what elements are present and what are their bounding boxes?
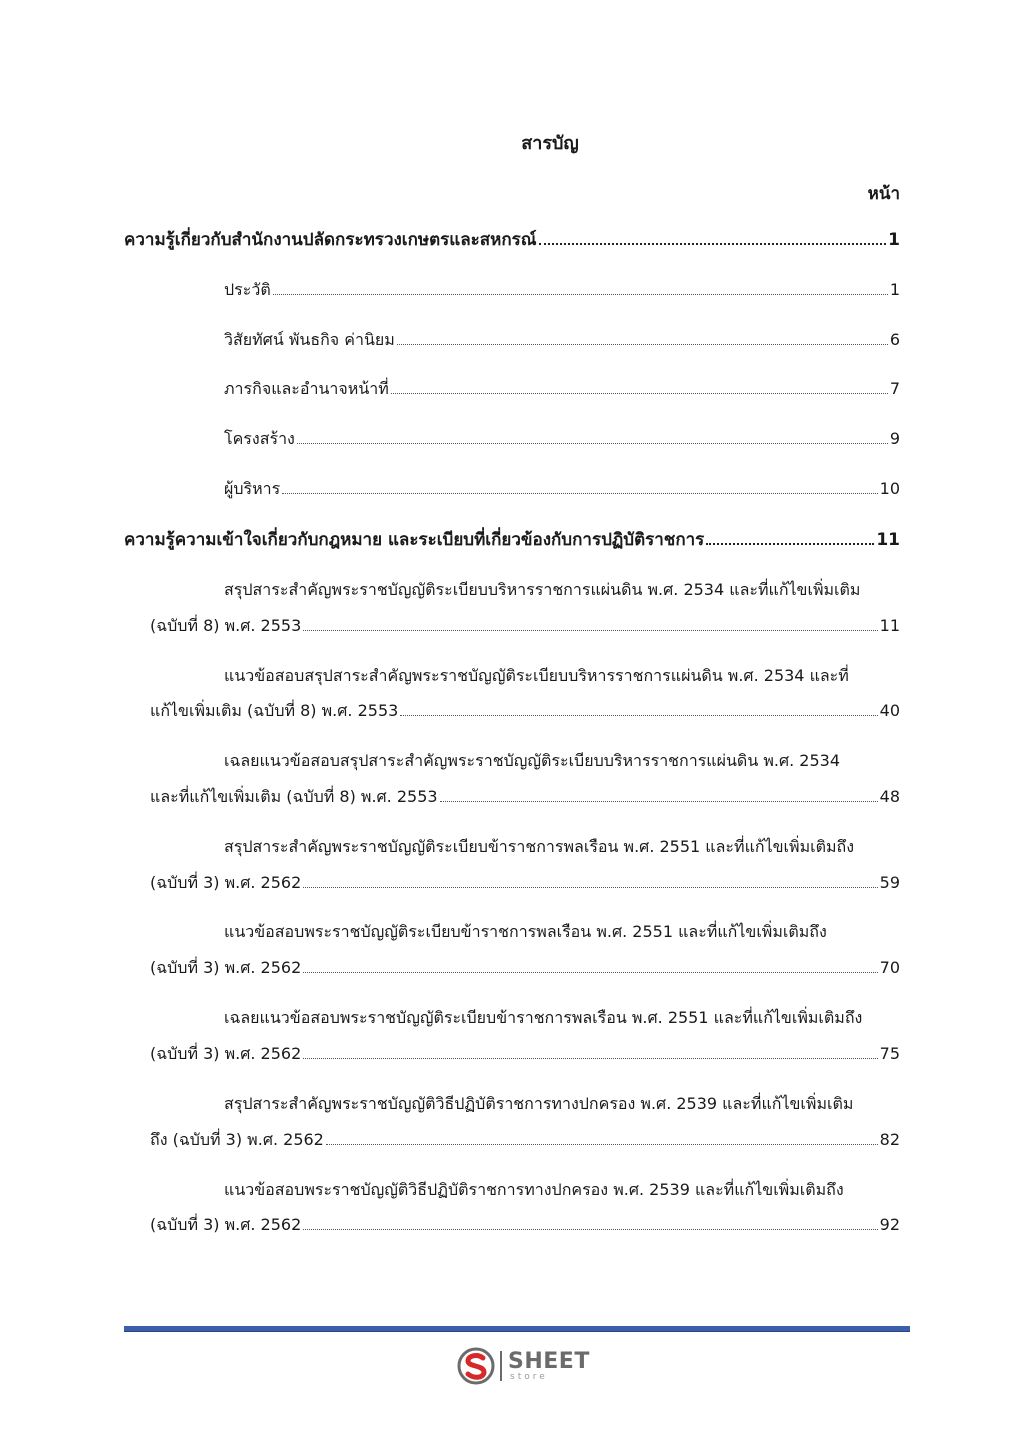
page-title: สารบัญ bbox=[521, 133, 579, 154]
toc-entry[interactable] bbox=[224, 479, 900, 499]
toc-entry-title: วิสัยทัศน์ พันธกิจ ค่านิยม bbox=[224, 330, 395, 349]
dot-leader bbox=[303, 1057, 877, 1059]
toc-page-number: 70 bbox=[879, 958, 900, 977]
dot-leader bbox=[397, 343, 888, 345]
toc-entry[interactable] bbox=[150, 787, 900, 807]
toc-entry[interactable] bbox=[224, 429, 900, 449]
toc-page-number: 10 bbox=[879, 479, 900, 498]
toc-page-number: 6 bbox=[889, 330, 900, 349]
dot-leader bbox=[706, 542, 874, 545]
toc-entry-line1[interactable]: แนวข้อสอบพระราชบัญญัติวิธีปฏิบัติราชการทางปกครอง พ.ศ. 2539 และที่แก้ไขเพิ่มเติมถึง bbox=[224, 1180, 844, 1199]
toc-entry-line2: (ฉบับที่ 3) พ.ศ. 2562 bbox=[150, 1215, 302, 1234]
toc-section-heading[interactable] bbox=[124, 530, 900, 550]
dot-leader bbox=[303, 629, 877, 631]
toc-entry-line1[interactable]: แนวข้อสอบพระราชบัญญัติระเบียบข้าราชการพลเรือน พ.ศ. 2551 และที่แก้ไขเพิ่มเติมถึง bbox=[224, 922, 827, 941]
logo-text bbox=[508, 1348, 590, 1382]
toc-entry-line1[interactable]: เฉลยแนวข้อสอบพระราชบัญญัติระเบียบข้าราชการพลเรือน พ.ศ. 2551 และที่แก้ไขเพิ่มเติมถึง bbox=[224, 1008, 863, 1027]
toc-entry-line2: (ฉบับที่ 3) พ.ศ. 2562 bbox=[150, 873, 302, 892]
toc-entry-line1[interactable]: สรุปสาระสำคัญพระราชบัญญัติระเบียบข้าราชการพลเรือน พ.ศ. 2551 และที่แก้ไขเพิ่มเติมถึง bbox=[224, 837, 855, 856]
toc-page-number: 7 bbox=[889, 379, 900, 398]
dot-leader bbox=[297, 442, 888, 444]
toc-page-number: 75 bbox=[879, 1044, 900, 1063]
toc-entry[interactable] bbox=[150, 1130, 900, 1150]
toc-entry[interactable] bbox=[150, 616, 900, 636]
toc-page-number: 92 bbox=[879, 1215, 900, 1234]
logo-word: SHEET bbox=[508, 1348, 590, 1374]
toc-page-number: 11 bbox=[876, 530, 900, 550]
toc-entry[interactable] bbox=[150, 1215, 900, 1235]
toc-entry-line2: แก้ไขเพิ่มเติม (ฉบับที่ 8) พ.ศ. 2553 bbox=[150, 701, 399, 720]
toc-entry-line1[interactable]: สรุปสาระสำคัญพระราชบัญญัติวิธีปฏิบัติราชการทางปกครอง พ.ศ. 2539 และที่แก้ไขเพิ่มเติม bbox=[224, 1094, 854, 1113]
toc-section-heading[interactable] bbox=[124, 230, 900, 250]
toc-page-number: 48 bbox=[879, 787, 900, 806]
toc-entry[interactable] bbox=[150, 958, 900, 978]
footer-rule bbox=[124, 1326, 910, 1332]
dot-leader bbox=[303, 886, 877, 888]
toc-page-number: 1 bbox=[888, 230, 900, 250]
dot-leader bbox=[282, 492, 877, 494]
toc-entry[interactable] bbox=[150, 1044, 900, 1064]
toc-entry[interactable] bbox=[150, 701, 900, 721]
toc-entry[interactable] bbox=[150, 873, 900, 893]
page-column-header: หน้า bbox=[867, 184, 900, 204]
dot-leader bbox=[303, 971, 877, 973]
toc-page-number: 9 bbox=[889, 429, 900, 448]
toc-entry-line1[interactable]: แนวข้อสอบสรุปสาระสำคัญพระราชบัญญัติระเบียบบริหารราชการแผ่นดิน พ.ศ. 2534 และที่ bbox=[224, 666, 849, 685]
toc-page-number: 40 bbox=[879, 701, 900, 720]
toc-entry-line2: (ฉบับที่ 8) พ.ศ. 2553 bbox=[150, 616, 302, 635]
toc-entry[interactable] bbox=[224, 280, 900, 300]
logo-subword: store bbox=[510, 1371, 548, 1382]
toc-entry-title: ภารกิจและอำนาจหน้าที่ bbox=[224, 379, 389, 398]
logo-separator bbox=[500, 1351, 502, 1381]
toc-entry-title: โครงสร้าง bbox=[224, 429, 295, 448]
toc-page-number: 82 bbox=[879, 1130, 900, 1149]
toc-page-number: 59 bbox=[879, 873, 900, 892]
sheet-store-logo bbox=[456, 1346, 590, 1386]
toc-entry-line1[interactable]: เฉลยแนวข้อสอบสรุปสาระสำคัญพระราชบัญญัติระเบียบบริหารราชการแผ่นดิน พ.ศ. 2534 bbox=[224, 751, 841, 770]
toc-entry-line1[interactable]: สรุปสาระสำคัญพระราชบัญญัติระเบียบบริหารราชการแผ่นดิน พ.ศ. 2534 และที่แก้ไขเพิ่มเติม bbox=[224, 580, 861, 599]
toc-entry-title: ประวัติ bbox=[224, 280, 271, 299]
toc-section-title: ความรู้ความเข้าใจเกี่ยวกับกฎหมาย และระเบียบที่เกี่ยวข้องกับการปฏิบัติราชการ bbox=[124, 530, 705, 550]
toc-entry[interactable] bbox=[224, 379, 900, 399]
dot-leader bbox=[440, 800, 878, 802]
toc-entry-title: ผู้บริหาร bbox=[224, 479, 281, 498]
dot-leader bbox=[303, 1228, 877, 1230]
toc-entry[interactable] bbox=[224, 330, 900, 350]
dot-leader bbox=[400, 714, 877, 716]
toc-page-number: 1 bbox=[889, 280, 900, 299]
dot-leader bbox=[391, 392, 888, 394]
toc-section-title: ความรู้เกี่ยวกับสำนักงานปลัดกระทรวงเกษตรและสหกรณ์ bbox=[124, 230, 537, 250]
dot-leader bbox=[326, 1143, 878, 1145]
toc-page-number: 11 bbox=[879, 616, 900, 635]
dot-leader bbox=[539, 242, 887, 245]
toc-entry-line2: ถึง (ฉบับที่ 3) พ.ศ. 2562 bbox=[150, 1130, 324, 1149]
toc-entry-line2: (ฉบับที่ 3) พ.ศ. 2562 bbox=[150, 958, 302, 977]
toc-entry-line2: (ฉบับที่ 3) พ.ศ. 2562 bbox=[150, 1044, 302, 1063]
toc-entry-line2: และที่แก้ไขเพิ่มเติม (ฉบับที่ 8) พ.ศ. 2553 bbox=[150, 787, 438, 806]
dot-leader bbox=[273, 293, 888, 295]
logo-s-icon bbox=[456, 1346, 496, 1386]
